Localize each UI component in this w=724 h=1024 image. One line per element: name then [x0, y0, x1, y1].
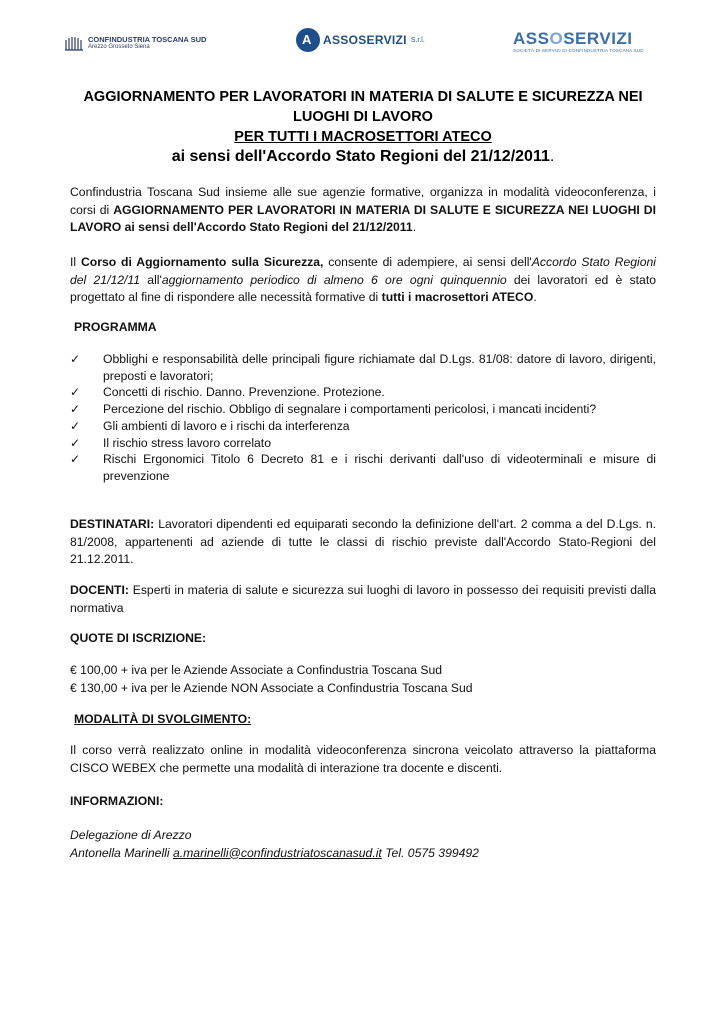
quote-heading: QUOTE DI ISCRIZIONE: [70, 631, 207, 645]
quote-list [70, 662, 656, 697]
list-item: ✓ Rischi Ergonomici Titolo 6 Decreto 81 e i rischi derivanti dall'uso di videoterminali e misure di prevenzione [70, 452, 656, 483]
programma-list [70, 351, 656, 485]
list-item: ✓ Percezione del rischio. Obbligo di segnalare i comportamenti pericolosi, i mancati incidenti? [70, 402, 597, 417]
confindustria-logo [64, 34, 206, 52]
quote-line-non-associate: € 130,00 + iva per le Aziende NON Associate a Confindustria Toscana Sud [70, 680, 473, 695]
contact-block [70, 827, 656, 862]
title-line-4: ai sensi dell'Accordo Stato Regioni del 21/12/2011. [171, 148, 555, 165]
header-logos [0, 26, 724, 60]
assoservizi-srl-logo-name: ASSOSERVIZI [323, 33, 407, 47]
intro-paragraph-1: Confindustria Toscana Sud insieme alle sue agenzie formative, organizza in modalità videoconferenza, i corsi di AGGIORNAMENTO PER LAVORATORI IN MATERIA DI SALUTE E SICUREZZA NEI LUOGHI DI LAVORO ai sensi dell'Accordo Stato Regioni del 21/12/2011. [70, 185, 656, 234]
assoservizi-srl-logo [296, 28, 425, 52]
informazioni-heading: INFORMAZIONI: [70, 794, 164, 808]
assoservizi-logo [513, 30, 644, 53]
contact-email-link[interactable]: a.marinelli@confindustriatoscanasud.it [172, 845, 382, 860]
assoservizi-logo-tagline: SOCIETÀ DI SERVIZI DI CONFINDUSTRIA TOSCANA SUD [513, 48, 644, 53]
check-icon: ✓ [70, 435, 81, 450]
assoservizi-logo-name-c: SERVIZI [563, 29, 633, 48]
document-title [70, 87, 656, 167]
contact-office: Delegazione di Arezzo [70, 828, 192, 842]
check-icon: ✓ [70, 418, 81, 433]
title-line-2: LUOGHI DI LAVORO [293, 109, 433, 125]
modalita-paragraph: Il corso verrà realizzato online in modalità videoconferenza sincrona veicolato attraverso la piattaforma CISCO WEBEX che permette una modalità di interazione tra docente e discenti. [70, 743, 656, 775]
title-line-1: AGGIORNAMENTO PER LAVORATORI IN MATERIA DI SALUTE E SICUREZZA NEI [83, 89, 643, 105]
destinatari-paragraph: DESTINATARI: Lavoratori dipendenti ed equiparati secondo la definizione dell'art. 2 comma a del D.Lgs. n. 81/2008, appartenenti ad aziende di tutte le classi di rischio previste dall'Accordo Stato-Regioni del 21.12.2011. [70, 517, 656, 566]
check-icon: ✓ [70, 385, 81, 400]
confindustria-emblem-icon [64, 34, 84, 52]
programma-heading: PROGRAMMA [74, 320, 157, 334]
title-line-3: PER TUTTI I MACROSETTORI ATECO [234, 129, 492, 145]
list-item: ✓ Obblighi e responsabilità delle principali figure richiamate dal D.Lgs. 81/08: datore di lavoro, dirigenti, preposti e lavoratori; [70, 352, 656, 383]
assoservizi-logo-name-b: O [549, 29, 564, 48]
check-icon: ✓ [70, 352, 81, 366]
contact-name: Antonella Marinelli [70, 845, 173, 860]
assoservizi-circle-icon [296, 28, 320, 52]
check-icon: ✓ [70, 402, 81, 417]
check-icon: ✓ [70, 452, 81, 467]
confindustria-logo-name: CONFINDUSTRIA TOSCANA SUD [88, 34, 207, 44]
list-item: ✓ Gli ambienti di lavoro e i rischi da interferenza [70, 418, 350, 433]
confindustria-logo-sub: Arezzo Grosseto Siena [88, 43, 150, 50]
list-item: ✓ Il rischio stress lavoro correlato [70, 435, 271, 450]
assoservizi-logo-name-a: ASS [513, 29, 550, 48]
modalita-heading: MODALITÀ DI SVOLGIMENTO: [74, 712, 252, 726]
docenti-paragraph: DOCENTI: Esperti in materia di salute e sicurezza sui luoghi di lavoro in possesso dei requisiti previsti dalla normativa [70, 583, 656, 615]
intro-paragraph-2: Il Corso di Aggiornamento sulla Sicurezza, consente di adempiere, ai sensi dell'Accordo Stato Regioni del 21/12/11 all'aggiornamento periodico di almeno 6 ore ogni quinquennio dei lavoratori ed è stato progettato al fine di rispondere alle necessità formative di tutti i macrosettori ATECO. [70, 255, 656, 304]
list-item: ✓ Concetti di rischio. Danno. Prevenzione. Protezione. [70, 385, 385, 400]
assoservizi-srl-logo-suffix: S.r.l. [410, 36, 425, 44]
contact-phone: Tel. 0575 399492 [381, 845, 479, 860]
quote-line-associate: € 100,00 + iva per le Aziende Associate a Confindustria Toscana Sud [70, 663, 443, 677]
